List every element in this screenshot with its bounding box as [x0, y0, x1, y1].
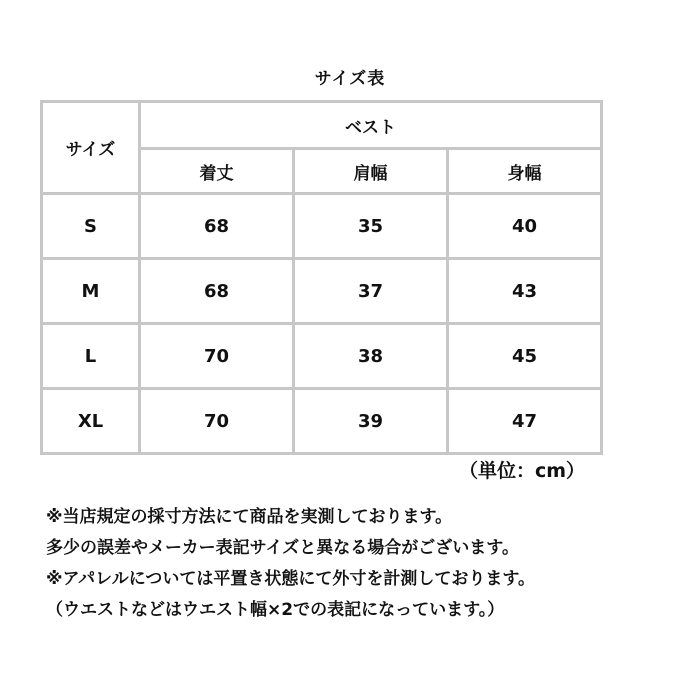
table-cell: 35 [294, 194, 448, 259]
table-cell: 70 [140, 324, 294, 389]
column-header-length: 着丈 [140, 149, 294, 194]
size-label: L [42, 324, 140, 389]
table-cell: 40 [448, 194, 602, 259]
table-cell: 70 [140, 389, 294, 454]
note-line: ※当店規定の採寸方法にて商品を実測しております。 [46, 507, 453, 527]
size-table [40, 100, 603, 455]
garment-group-header: ベスト [140, 102, 602, 149]
unit-note: （単位：cm） [458, 460, 585, 482]
note-line: ※アパレルについては平置き状態にて外寸を計測しております。 [46, 569, 536, 589]
table-cell: 45 [448, 324, 602, 389]
table-row [42, 324, 602, 389]
column-header-shoulder: 肩幅 [294, 149, 448, 194]
column-header-width: 身幅 [448, 149, 602, 194]
notes [46, 502, 696, 626]
note-line: 多少の誤差やメーカー表記サイズと異なる場合がございます。 [46, 538, 519, 558]
table-cell: 68 [140, 259, 294, 324]
size-label: XL [42, 389, 140, 454]
table-cell: 43 [448, 259, 602, 324]
size-label: S [42, 194, 140, 259]
table-cell: 37 [294, 259, 448, 324]
table-cell: 39 [294, 389, 448, 454]
size-label: M [42, 259, 140, 324]
table-cell: 38 [294, 324, 448, 389]
size-column-header: サイズ [42, 102, 140, 194]
table-header-row [42, 102, 602, 149]
table-row [42, 259, 602, 324]
table-row [42, 194, 602, 259]
page-title: サイズ表 [314, 69, 386, 89]
note-line: （ウエストなどはウエスト幅×2での表記になっています。） [46, 600, 505, 620]
table-cell: 47 [448, 389, 602, 454]
table-cell: 68 [140, 194, 294, 259]
table-row [42, 389, 602, 454]
